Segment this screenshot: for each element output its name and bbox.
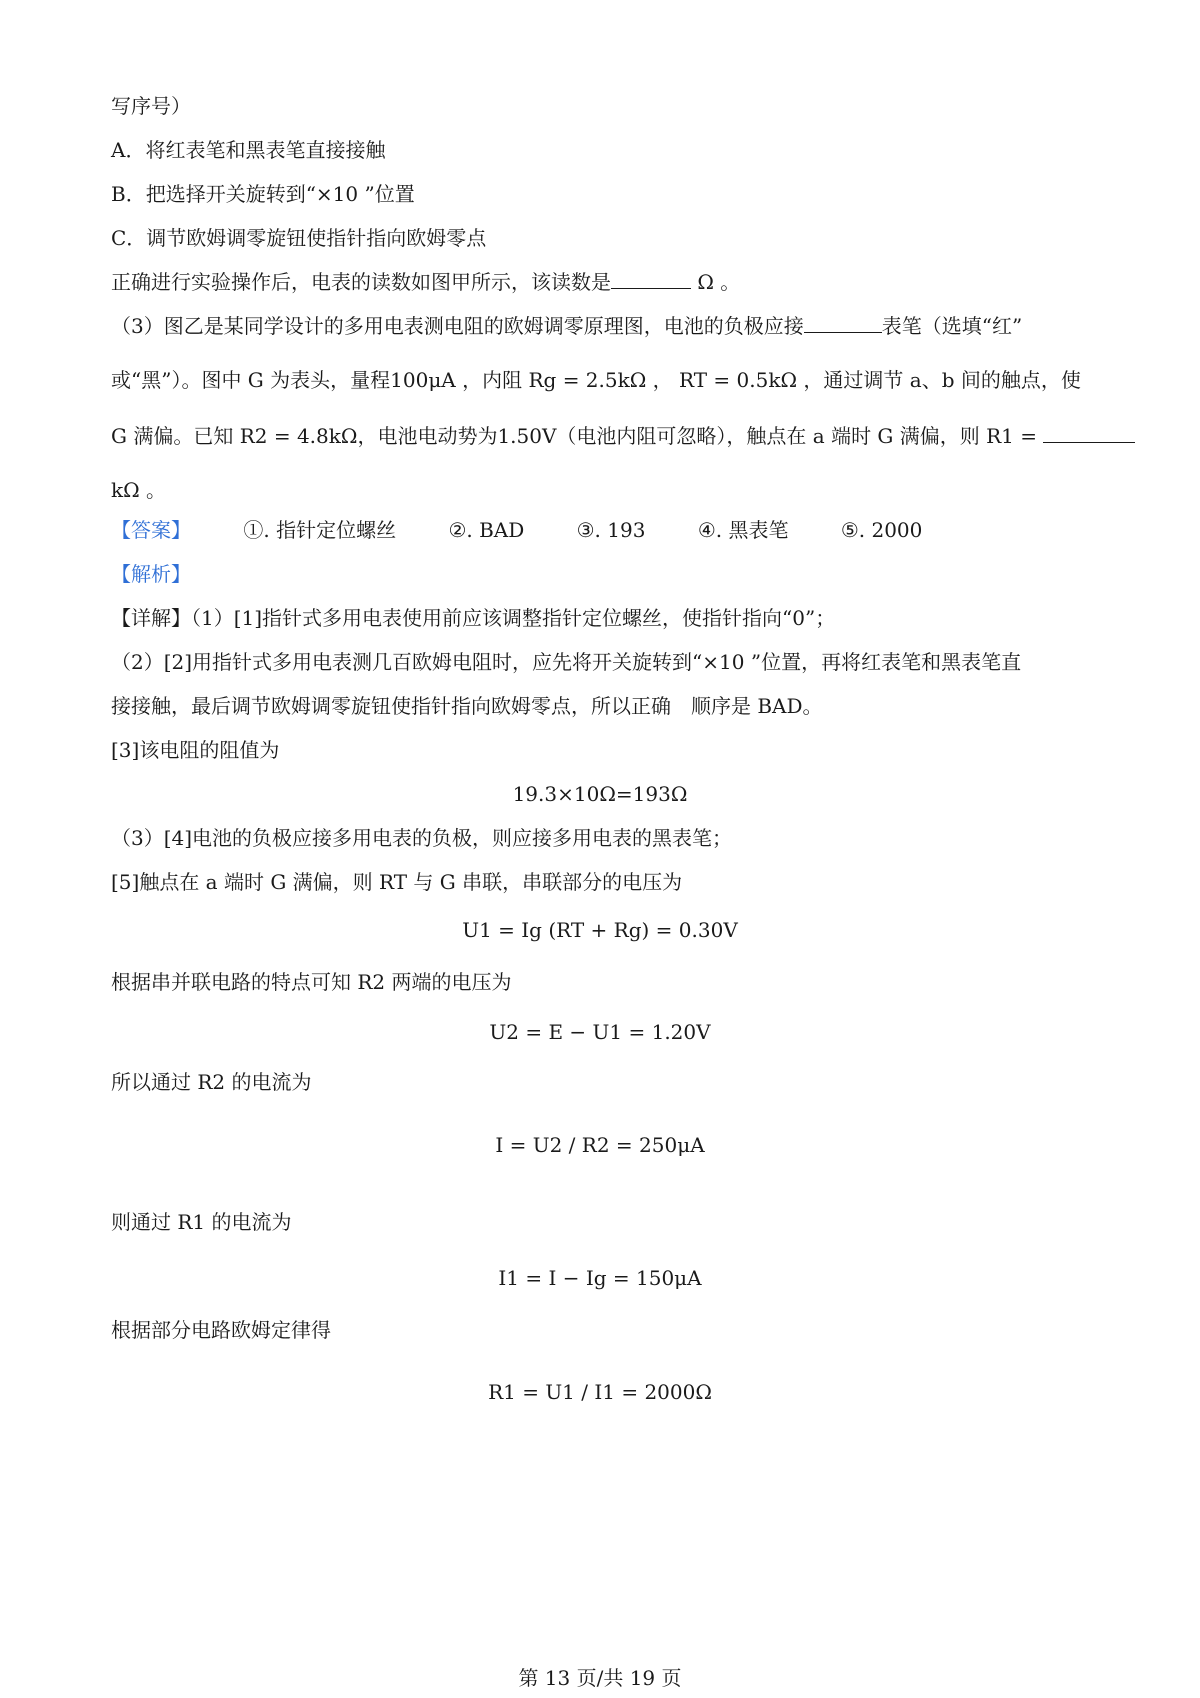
answer-label: 【答案】 (111, 518, 191, 542)
equation-1: 19.3×10Ω=193Ω (512, 782, 688, 806)
analysis-line1 (111, 608, 835, 628)
answer-item-2: ②. BAD (448, 518, 525, 542)
equation-3: U2 = E − U1 = 1.20V (489, 1020, 711, 1044)
equation-2: U1 = Ig (RT + Rg) = 0.30V (462, 918, 738, 942)
part3-line3 (111, 426, 1135, 446)
part3-line1 (111, 316, 1022, 336)
part3-line4: kΩ 。 (111, 478, 167, 502)
part3-line2: 或“黑”）。图中 G 为表头，量程100μA ，内阻 Rg = 2.5kΩ ， RT = 0.5kΩ ，通过调节 a、b 间的触点，使 (111, 368, 1081, 392)
answer-item-1: ①. 指针定位螺丝 (243, 518, 397, 542)
analysis-label: 【解析】 (111, 562, 191, 586)
question-line-fill-order: 写序号） (111, 94, 191, 118)
option-c: C．调节欧姆调零旋钮使指针指向欧姆零点 (111, 226, 487, 250)
analysis-line10: 根据部分电路欧姆定律得 (111, 1318, 331, 1342)
equation-6: R1 = U1 / I1 = 2000Ω (488, 1380, 712, 1404)
analysis-line4: [3]该电阻的阻值为 (111, 738, 280, 762)
option-a: A．将红表笔和黑表笔直接接触 (111, 138, 386, 162)
answer-blank-r1 (1043, 428, 1135, 443)
answer-row (111, 520, 922, 540)
detail-label: 【详解】 (111, 606, 191, 630)
equation-5: I1 = I − Ig = 150μA (498, 1266, 702, 1290)
answer-item-5: ⑤. 2000 (840, 518, 923, 542)
answer-blank-reading (611, 274, 691, 289)
analysis-line5: （3）[4]电池的负极应接多用电表的负极，则应接多用电表的黑表笔； (111, 826, 733, 850)
answer-item-4: ④. 黑表笔 (697, 518, 789, 542)
analysis-line6: [5]触点在 a 端时 G 满偏，则 RT 与 G 串联，串联部分的电压为 (111, 870, 683, 894)
part3-line1-b: 表笔（选填“红” (881, 314, 1023, 338)
analysis-line3: 接接触，最后调节欧姆调零旋钮使指针指向欧姆零点，所以正确 顺序是 BAD。 (111, 694, 823, 718)
reading-question (111, 272, 740, 292)
analysis-line7: 根据串并联电路的特点可知 R2 两端的电压为 (111, 970, 512, 994)
answer-item-3: ③. 193 (576, 518, 646, 542)
analysis-line9: 则通过 R1 的电流为 (111, 1210, 292, 1234)
part3-line1-a: （3）图乙是某同学设计的多用电表测电阻的欧姆调零原理图，电池的负极应接 (111, 314, 804, 338)
analysis-line2: （2）[2]用指针式多用电表测几百欧姆电阻时，应先将开关旋转到“×10 ”位置，再将红表笔和黑表笔直 (111, 650, 1022, 674)
reading-unit: Ω 。 (697, 270, 741, 294)
analysis-line1-text: （1）[1]指针式多用电表使用前应该调整指针定位螺丝，使指针指向“0”； (191, 606, 836, 630)
equation-4: I = U2 / R2 = 250μA (495, 1133, 705, 1157)
option-b: B．把选择开关旋转到“×10 ”位置 (111, 182, 415, 206)
part3-line3-text: G 满偏。已知 R2 = 4.8kΩ，电池电动势为1.50V（电池内阻可忽略），触点在 a 端时 G 满偏，则 R1 = (111, 424, 1038, 448)
page-footer: 第 13 页/共 19 页 (518, 1666, 682, 1690)
analysis-line8: 所以通过 R2 的电流为 (111, 1070, 312, 1094)
answer-blank-probe (804, 318, 882, 333)
reading-prefix: 正确进行实验操作后，电表的读数如图甲所示，该读数是 (111, 270, 611, 294)
